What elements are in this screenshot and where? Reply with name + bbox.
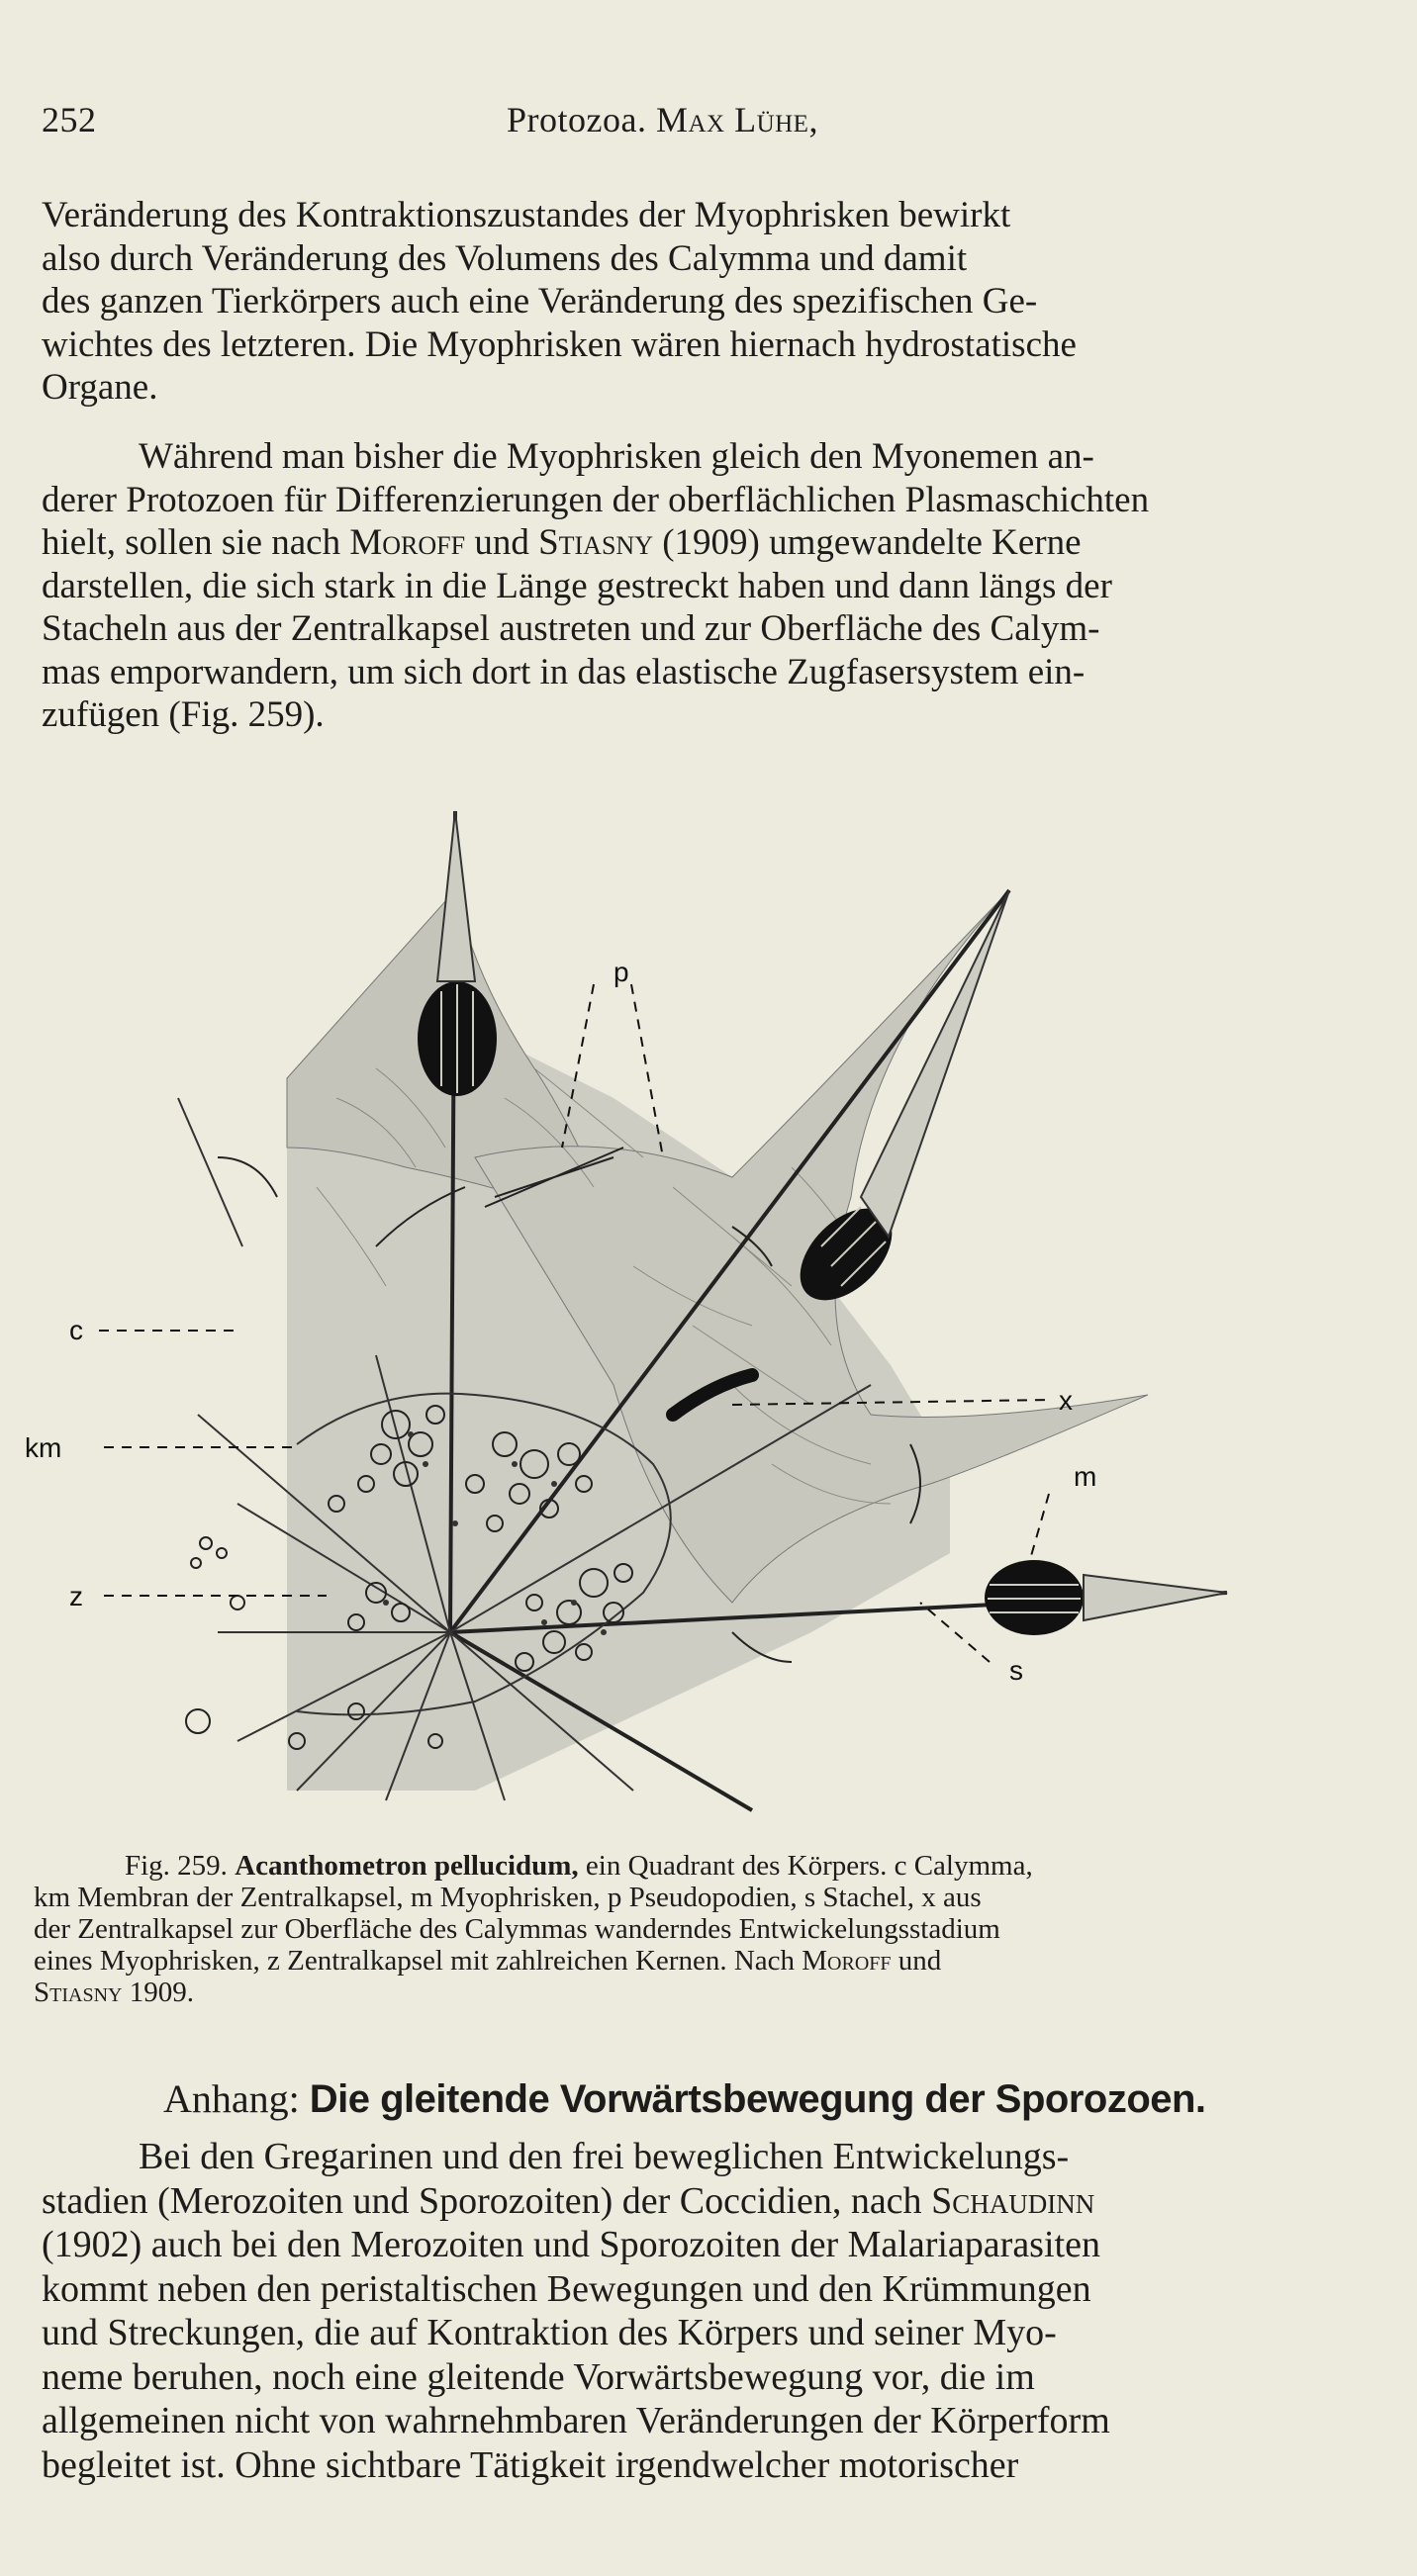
label-m: m <box>1074 1461 1097 1492</box>
paragraph-3-line-7: allgemeinen nicht von wahrnehmbaren Veränderungen der Körperform <box>42 2400 1110 2441</box>
running-title-author: Max Lühe, <box>655 100 818 139</box>
paragraph-2-line-1: Während man bisher die Myophrisken gleich den Myonemen an- <box>139 436 1094 477</box>
paragraph-1-line-5: Organe. <box>42 367 158 408</box>
caption-line-4-post: und <box>891 1945 942 1977</box>
section-heading-label: Anhang: <box>163 2076 300 2121</box>
paragraph-1-line-2: also durch Veränderung des Volumens des Calymma und damit <box>42 237 968 279</box>
section-heading <box>163 2075 1351 2122</box>
paragraph-3 <box>42 2135 1377 2487</box>
paragraph-2-line-3-post: (1909) umgewandelte Kerne <box>652 522 1082 563</box>
paragraph-2-line-6: mas emporwandern, um sich dort in das elastische Zugfasersystem ein- <box>42 651 1086 692</box>
myophrisk-top <box>418 981 497 1096</box>
label-x: x <box>1059 1385 1073 1416</box>
caption-line-3: der Zentralkapsel zur Oberfläche des Calymmas wanderndes Entwickelungsstadium <box>34 1913 1000 1945</box>
paragraph-1-line-4: wichtes des letzteren. Die Myophrisken wären hiernach hydrostatische <box>42 323 1077 365</box>
caption-author-moroff: Moroff <box>802 1945 892 1977</box>
label-km: km <box>25 1432 62 1463</box>
caption-line-4 <box>34 1945 1379 1977</box>
paragraph-2-line-7: zufügen (Fig. 259). <box>42 694 325 735</box>
paragraph-3-line-6: neme beruhen, noch eine gleitende Vorwärtsbewegung vor, die im <box>42 2355 1035 2398</box>
caption-line-4-pre: eines Myophrisken, z Zentralkapsel mit zahlreichen Kernen. Nach <box>34 1945 803 1977</box>
paragraph-2-line-4: darstellen, die sich stark in die Länge gestreckt haben und dann längs der <box>42 565 1112 606</box>
caption-species: Acanthometron pellucidum, <box>235 1850 579 1882</box>
myophrisk-horizontal <box>985 1560 1084 1635</box>
caption-line-5-post: 1909. <box>122 1977 194 2008</box>
paragraph-3-line-3: (1902) auch bei den Merozoiten und Sporozoiten der Malariaparasiten <box>42 2224 1100 2265</box>
caption-line-1 <box>34 1850 1379 1882</box>
paragraph-2-line-3-mid: und <box>465 522 539 563</box>
acanthometron-drawing <box>25 772 1247 1820</box>
paragraph-1-line-3: des ganzen Tierkörpers auch eine Veränderung des spezifischen Ge- <box>42 281 1038 322</box>
figure-caption <box>34 1850 1379 2008</box>
paragraph-2-line-5: Stacheln aus der Zentralkapsel austreten und zur Oberfläche des Calym- <box>42 608 1100 649</box>
paragraph-3-line-2-pre: stadien (Merozoiten und Sporozoiten) der Coccidien, nach <box>42 2179 932 2222</box>
label-c: c <box>69 1315 83 1345</box>
figure-259-illustration <box>25 772 1247 1820</box>
caption-figure-number: Fig. 259. <box>125 1850 228 1882</box>
paragraph-3-line-2 <box>42 2179 1377 2224</box>
paragraph-2-line-3 <box>42 521 1377 565</box>
running-title-prefix: Protozoa. <box>507 100 647 139</box>
caption-author-stiasny: Stiasny <box>34 1977 123 2008</box>
author-stiasny: Stiasny <box>538 522 653 563</box>
paragraph-1-line-1: Veränderung des Kontraktionszustandes der Myophrisken bewirkt <box>42 195 1011 235</box>
paragraph-3-line-5: und Streckungen, die auf Kontraktion des Körpers und seiner Myo- <box>42 2312 1057 2353</box>
paragraph-3-line-1: Bei den Gregarinen und den frei beweglichen Entwickelungs- <box>139 2136 1070 2177</box>
label-z: z <box>69 1581 83 1611</box>
caption-line-2: km Membran der Zentralkapsel, m Myophrisken, p Pseudopodien, s Stachel, x aus <box>34 1882 982 1913</box>
label-s: s <box>1009 1655 1023 1686</box>
author-schaudinn: Schaudinn <box>931 2179 1095 2222</box>
paragraph-2 <box>42 435 1377 737</box>
page-number: 252 <box>42 100 97 139</box>
author-moroff: Moroff <box>349 522 466 563</box>
paragraph-3-line-8: begleitet ist. Ohne sichtbare Tätigkeit irgendwelcher motorischer <box>42 2443 1019 2486</box>
label-p: p <box>614 957 629 987</box>
caption-line-1-rest: ein Quadrant des Körpers. c Calymma, <box>578 1850 1033 1882</box>
section-heading-title: Die gleitende Vorwärtsbewegung der Sporozoen. <box>309 2077 1206 2121</box>
caption-line-5 <box>34 1977 1379 2008</box>
paragraph-2-line-2: derer Protozoen für Differenzierungen der oberflächlichen Plasmaschichten <box>42 479 1150 520</box>
paragraph-2-line-3-pre: hielt, sollen sie nach <box>42 522 350 563</box>
running-title <box>507 99 818 140</box>
paragraph-3-line-4: kommt neben den peristaltischen Bewegungen und den Krümmungen <box>42 2267 1091 2310</box>
paragraph-1 <box>42 194 1377 410</box>
